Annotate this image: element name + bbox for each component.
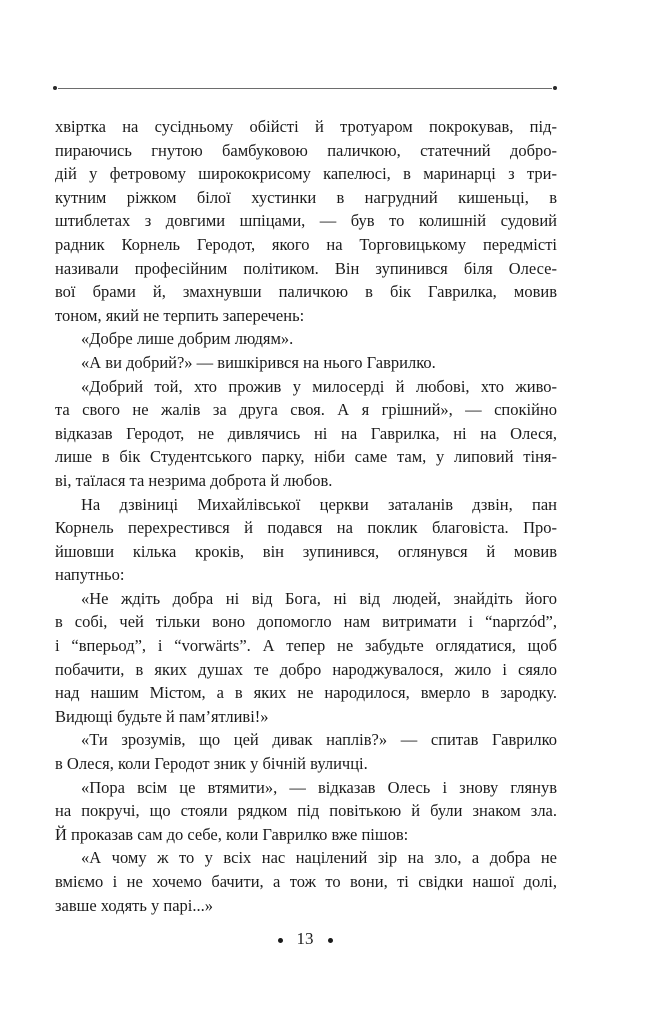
paragraph bbox=[55, 327, 557, 351]
rule-dot-left bbox=[53, 86, 57, 90]
text-line: завше ходять у парі...» bbox=[55, 895, 214, 915]
text-line: ві, таїлася та незрима доброта й любов. bbox=[55, 470, 333, 490]
text-line: «А ви добрий?» — вишкірився на нього Гаврилко. bbox=[81, 352, 436, 372]
text-line: відказав Геродот, не дивлячись ні на Гаврилка, ні на Олеся, bbox=[55, 423, 557, 443]
text-line: в Олеся, коли Геродот зник у бічній вуличці. bbox=[55, 754, 368, 774]
paragraph bbox=[55, 587, 557, 729]
text-line: штиблетах з довгими шпіцами, — був то колишній судовий bbox=[55, 211, 557, 231]
text-line: вої брами й, змахнувши паличкою в бік Гаврилка, мовив bbox=[55, 282, 557, 302]
paragraph bbox=[55, 351, 557, 375]
text-line: Видющі будьте й пам’ятливі!» bbox=[55, 706, 269, 726]
text-line: йшовши кілька кроків, він зупинився, оглянувся й мовив bbox=[55, 541, 557, 561]
paragraph bbox=[55, 375, 557, 493]
text-line: дій у фетровому ширококрисому капелюсі, в маринарці з три- bbox=[55, 164, 557, 184]
paragraph bbox=[55, 493, 557, 587]
text-line: «Пора всім це втямити», — відказав Олесь і знову глянув bbox=[81, 777, 557, 797]
text-line: та свого не жалів за друга своя. А я грішний», — спокійно bbox=[55, 400, 557, 420]
text-line: називали професійним політиком. Він зупинився біля Олесе- bbox=[55, 258, 557, 278]
page-number-value: 13 bbox=[296, 929, 314, 948]
text-line: пираючись гнутою бамбуковою паличкою, статечний добро- bbox=[55, 140, 557, 160]
text-line: на покручі, що стояли рядком під повітькою й були знаком зла. bbox=[55, 801, 557, 821]
text-line: напутньо: bbox=[55, 565, 125, 585]
text-line: і “вперьод”, і “vorwärts”. А тепер не забудьте оглядатися, щоб bbox=[55, 636, 557, 656]
rule-line bbox=[58, 88, 552, 89]
rule-dot-right bbox=[553, 86, 557, 90]
paragraph bbox=[55, 846, 557, 917]
text-line: лише в бік Студентського парку, ніби саме там, у липовий тіня- bbox=[55, 447, 557, 467]
text-line: побачити, в яких душах те добро народжувалося, жило і сяяло bbox=[55, 659, 557, 679]
paragraph bbox=[55, 728, 557, 775]
text-line: над нашим Містом, а в яких не народилося, вмерло в зародку. bbox=[55, 683, 557, 703]
text-line: «Добрий той, хто прожив у милосерді й любові, хто живо- bbox=[81, 376, 557, 396]
folio-bullet-right bbox=[328, 938, 333, 943]
paragraph bbox=[55, 115, 557, 327]
folio-bullet-left bbox=[278, 938, 283, 943]
paragraph bbox=[55, 776, 557, 847]
text-line: тоном, який не терпить заперечень: bbox=[55, 305, 305, 325]
header-rule bbox=[53, 86, 557, 91]
text-line: кутним ріжком білої хустинки в нагрудний кишеньці, в bbox=[55, 187, 557, 207]
body-text bbox=[55, 115, 557, 917]
page-number bbox=[0, 928, 610, 950]
text-line: Корнель перехрестився й подався на поклик благовіста. Про- bbox=[55, 518, 557, 538]
text-line: На дзвіниці Михайлівської церкви заталанів дзвін, пан bbox=[81, 494, 557, 514]
text-line: «Не ждіть добра ні від Бога, ні від людей, знайдіть його bbox=[81, 588, 557, 608]
text-line: «А чому ж то у всіх нас націлений зір на зло, а добра не bbox=[81, 848, 557, 868]
text-line: Й проказав сам до себе, коли Гаврилко вже пішов: bbox=[55, 824, 409, 844]
text-line: вміємо і не хочемо бачити, а тож то вони, ті свідки нашої долі, bbox=[55, 872, 557, 891]
text-line: хвіртка на сусідньому обійсті й тротуаром покрокував, під- bbox=[55, 117, 557, 136]
text-line: «Добре лише добрим людям». bbox=[81, 329, 294, 349]
text-line: «Ти зрозумів, що цей дивак наплів?» — спитав Гаврилко bbox=[81, 730, 557, 750]
text-line: радник Корнель Геродот, якого на Торговицькому передмісті bbox=[55, 234, 557, 254]
text-line: в собі, чей тільки воно допомогло нам витримати і “naprzód”, bbox=[55, 612, 557, 632]
